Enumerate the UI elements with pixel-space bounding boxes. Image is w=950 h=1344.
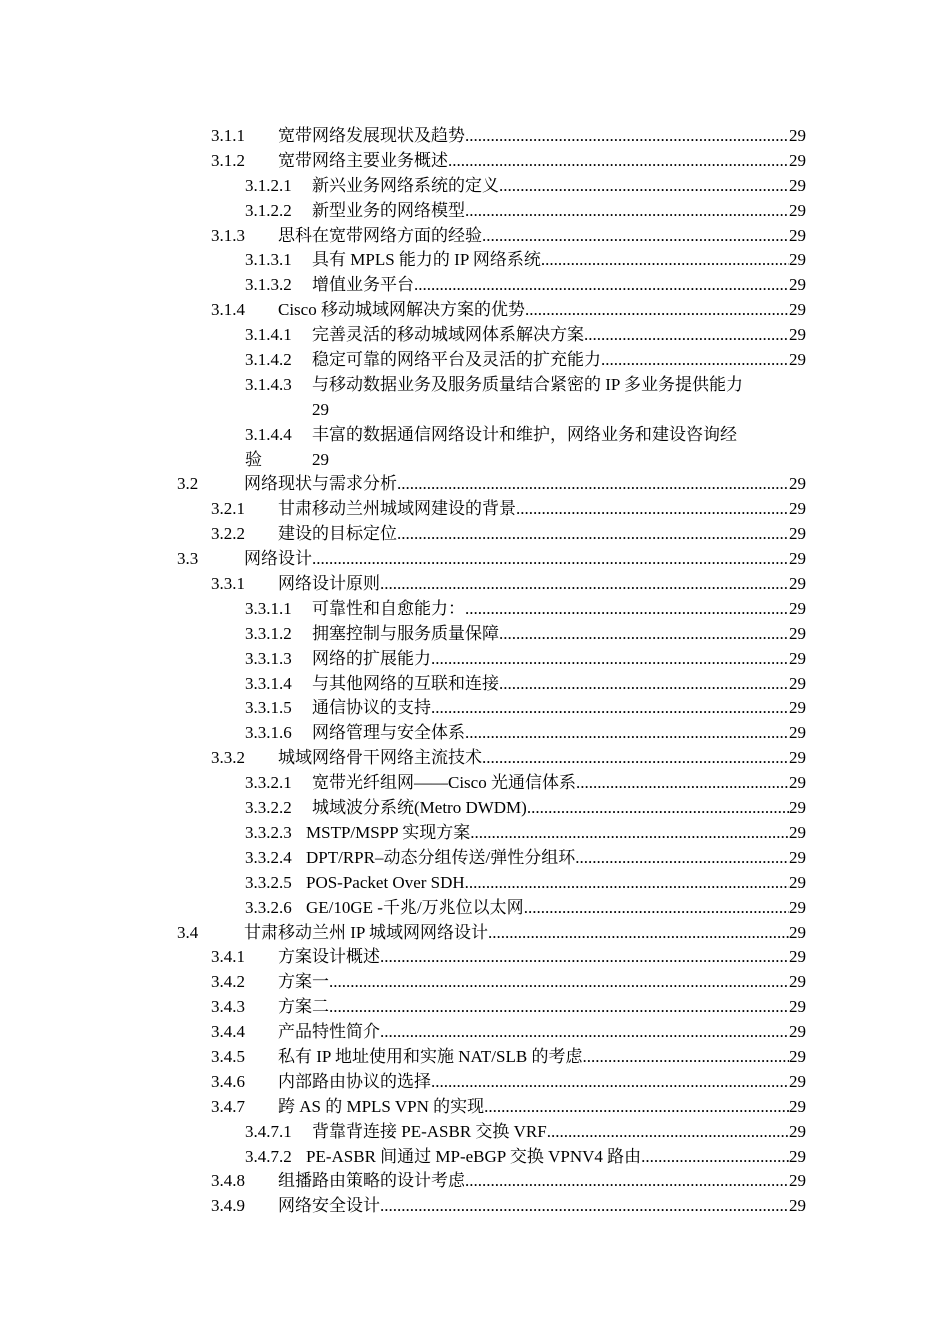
toc-entry-title: 网络设计原则 [278,574,380,594]
toc-entry-title: 稳定可靠的网络平台及灵活的扩充能力 [312,350,601,370]
toc-entry-number: 3.4.4 [211,1022,245,1042]
toc-entry-title: 网络安全设计 [278,1196,380,1216]
toc-entry-title: 完善灵活的移动城域网体系解决方案 [312,325,584,345]
toc-entry-page: 29 [789,225,806,245]
toc-entry-page: 29 [789,126,806,145]
toc-entry-page: 29 [789,549,806,569]
toc-entry-page: 29 [789,748,806,768]
toc-entry-number: 3.3.1.6 [245,723,292,743]
toc-entry-page: 29 [312,449,329,469]
toc-entry-page: 29 [789,922,806,942]
toc-entry-title: 思科在宽带网络方面的经验 [278,225,482,245]
toc-dot-leader [465,871,789,896]
toc-entry-title: 内部路由协议的选择 [278,1071,431,1091]
toc-entry[interactable] [0,1169,950,1194]
toc-entry-body [278,1020,806,1045]
toc-entry[interactable] [0,273,950,298]
toc-dot-leader [397,472,789,497]
toc-entry-title: POS-Packet Over SDH [306,872,465,892]
toc-entry-body [278,1045,806,1070]
toc-entry-number: 3.1.4.2 [245,350,292,370]
toc-entry-number: 3.3.1.2 [245,623,292,643]
toc-entry-title: 拥塞控制与服务质量保障 [312,623,499,643]
toc-dot-leader [547,1120,789,1145]
toc-entry[interactable] [0,846,950,871]
toc-entry-page: 29 [789,623,806,643]
toc-entry-title: 方案二 [278,997,329,1017]
toc-entry-body [306,821,806,846]
toc-entry-title: 网络现状与需求分析 [244,474,397,494]
toc-entry-title: 通信协议的支持 [312,698,431,718]
toc-entry-number: 3.3.1 [211,574,245,594]
toc-dot-leader [516,497,789,522]
toc-entry-page: 29 [789,1121,806,1141]
toc-entry-body [312,199,806,224]
toc-entry-page: 29 [789,1171,806,1191]
toc-entry-body [278,522,806,547]
toc-entry-page: 29 [789,598,806,618]
toc-entry-title: 与移动数据业务及服务质量结合紧密的 IP 多业务提供能力 [312,374,743,394]
toc-dot-leader [575,846,789,871]
toc-entry-title: 网络管理与安全体系 [312,723,465,743]
toc-entry-number: 3.4.7 [211,1096,245,1116]
toc-entry-page: 29 [789,275,806,295]
toc-entry-page: 29 [789,847,806,867]
toc-entry[interactable] [0,522,950,547]
toc-entry[interactable] [0,995,950,1020]
toc-dot-leader [380,945,789,970]
toc-dot-leader [482,746,789,771]
toc-entry-page: 29 [789,175,806,195]
toc-entry-page: 29 [789,250,806,270]
toc-entry-body [278,945,806,970]
toc-entry-number: 3.3.1.3 [245,648,292,668]
toc-entry-body [306,871,806,896]
toc-dot-leader [524,896,789,921]
toc-entry-page: 29 [789,300,806,320]
toc-entry-body [312,796,806,821]
toc-section-3-1 [0,124,950,373]
toc-entry-page: 29 [789,574,806,594]
toc-entry-page: 29 [789,1046,806,1066]
toc-entry-body [312,273,806,298]
toc-entry-title: 城域波分系统(Metro DWDM) [312,798,527,818]
toc-entry[interactable] [0,1070,950,1095]
toc-dot-leader [499,622,789,647]
toc-entry[interactable] [0,871,950,896]
toc-entry-body [312,672,806,697]
toc-entry-title: PE-ASBR 间通过 MP-eBGP 交换 VPNV4 路由 [306,1146,642,1166]
toc-entry-page: 29 [789,648,806,668]
toc-dot-leader [601,348,789,373]
toc-entry-number: 3.3.2.6 [245,897,292,917]
toc-dot-leader [465,721,789,746]
toc-entry-body [306,1145,806,1170]
toc-entry-number: 3.3.2.2 [245,798,292,818]
toc-dot-leader [431,647,789,672]
toc-entry[interactable] [0,572,950,597]
toc-entry[interactable] [0,472,950,497]
toc-entry-title-continuation: 验 [245,449,262,469]
toc-entry-page: 29 [789,474,806,494]
toc-entry-number: 3.2 [177,474,199,494]
toc-entry-number: 3.4.6 [211,1071,245,1091]
toc-dot-leader [465,124,789,149]
toc-entry-body [278,746,806,771]
toc-dot-leader [470,821,789,846]
toc-entry-page: 29 [789,350,806,370]
toc-entry-body [278,149,806,174]
toc-entry-page: 29 [789,723,806,743]
toc-entry-title: 组播路由策略的设计考虑 [278,1171,465,1191]
toc-entry-body [312,696,806,721]
toc-entry-title: 与其他网络的互联和连接 [312,673,499,693]
toc-entry-title: 甘肃移动兰州城域网建设的背景 [278,499,516,519]
toc-entry-page: 29 [789,872,806,892]
toc-entry-page: 29 [789,200,806,220]
toc-entry[interactable] [0,945,950,970]
toc-entry-number: 3.1.2.1 [245,175,292,195]
toc-entry[interactable] [0,224,950,249]
table-of-contents [0,124,950,1219]
toc-entry-body [244,921,806,946]
toc-entry-page: 29 [789,499,806,519]
toc-dot-leader [431,1070,789,1095]
toc-entry-body [278,1070,806,1095]
toc-entry-3-1-4-4[interactable] [0,423,950,448]
toc-entry-page: 29 [789,524,806,544]
toc-dot-leader [380,1020,789,1045]
toc-entry[interactable] [0,124,950,149]
toc-entry-page: 29 [789,673,806,693]
toc-entry-body [244,547,806,572]
toc-entry-title: 甘肃移动兰州 IP 城域网网络设计 [244,922,488,942]
toc-entry-title: 宽带光纤组网——Cisco 光通信体系 [312,773,576,793]
toc-entry-page: 29 [789,773,806,793]
toc-entry-number: 3.1.1 [211,126,245,145]
toc-entry[interactable] [0,896,950,921]
toc-entry-page: 29 [789,1096,806,1116]
toc-entry[interactable] [0,1045,950,1070]
toc-entry-number: 3.2.1 [211,499,245,519]
toc-entry-title: 方案设计概述 [278,947,380,967]
toc-entry-title: 新型业务的网络模型 [312,200,465,220]
toc-dot-leader [448,149,789,174]
toc-entry-3-1-4-4-continuation [0,448,950,473]
toc-entry-title: 宽带网络发展现状及趋势 [278,126,465,145]
toc-entry-number: 3.4.1 [211,947,245,967]
toc-entry-page: 29 [789,698,806,718]
toc-entry-body [278,995,806,1020]
toc-entry[interactable] [0,821,950,846]
toc-entry[interactable] [0,547,950,572]
toc-entry-number: 3.3.2.1 [245,773,292,793]
toc-entry-body [278,497,806,522]
toc-dot-leader [329,995,789,1020]
toc-entry-number: 3.2.2 [211,524,245,544]
toc-entry-number: 3.1.2.2 [245,200,292,220]
toc-entry-page: 29 [789,1071,806,1091]
toc-entry-number: 3.3.2.5 [245,872,292,892]
toc-entry-body [312,248,806,273]
toc-dot-leader [584,323,789,348]
toc-entry[interactable] [0,1020,950,1045]
toc-entry-title: DPT/RPR–动态分组传送/弹性分组环 [306,847,576,867]
toc-entry-page: 29 [789,1146,806,1166]
toc-entry-page: 29 [789,997,806,1017]
toc-entry[interactable] [0,721,950,746]
toc-dot-leader [482,224,789,249]
toc-entry-body [306,896,806,921]
toc-entry-number: 3.4.9 [211,1196,245,1216]
toc-dot-leader [380,1194,789,1219]
toc-dot-leader [414,273,789,298]
toc-entry-body [312,622,806,647]
toc-entry[interactable] [0,771,950,796]
toc-entry-number: 3.4.5 [211,1046,245,1066]
toc-dot-leader [380,572,789,597]
toc-entry-body [306,846,806,871]
toc-entry-number: 3.3.1.5 [245,698,292,718]
toc-entry[interactable] [0,796,950,821]
toc-dot-leader [499,672,789,697]
toc-section-3-2-to-3-4 [0,472,950,1219]
toc-entry-number: 3.1.4.3 [245,374,292,394]
toc-entry[interactable] [0,921,950,946]
toc-entry[interactable] [0,1145,950,1170]
toc-entry-number: 3.3.1.1 [245,598,292,618]
toc-entry[interactable] [0,199,950,224]
toc-entry-title: 增值业务平台 [312,275,414,295]
toc-entry-title: 宽带网络主要业务概述 [278,150,448,170]
toc-entry[interactable] [0,672,950,697]
toc-dot-leader [499,174,789,199]
toc-entry-number: 3.4.7.2 [245,1146,292,1166]
toc-entry-page: 29 [789,798,806,818]
toc-entry-body [312,323,806,348]
toc-entry-page: 29 [789,897,806,917]
toc-entry[interactable] [0,970,950,995]
toc-entry[interactable] [0,298,950,323]
toc-entry-body [278,124,806,149]
toc-entry-3-1-4-3-page-line [0,398,950,423]
toc-entry[interactable] [0,323,950,348]
toc-entry-number: 3.1.4.4 [245,424,292,444]
toc-dot-leader [484,1095,789,1120]
toc-dot-leader [582,1045,789,1070]
toc-entry-body [278,572,806,597]
toc-entry-number: 3.3.2 [211,748,245,768]
toc-entry-number: 3.3.2.4 [245,847,292,867]
toc-entry-page: 29 [789,1022,806,1042]
toc-entry[interactable] [0,1095,950,1120]
toc-entry[interactable] [0,1120,950,1145]
toc-entry-number: 3.3 [177,549,199,569]
toc-entry-page: 29 [789,947,806,967]
toc-dot-leader [465,597,789,622]
toc-entry-number: 3.3.1.4 [245,673,292,693]
toc-dot-leader [397,522,789,547]
toc-entry-page: 29 [789,822,806,842]
toc-entry-number: 3.4.7.1 [245,1121,292,1141]
toc-entry-title: GE/10GE -千兆/万兆位以太网 [306,897,524,917]
toc-entry-page: 29 [789,150,806,170]
toc-entry-title: 具有 MPLS 能力的 IP 网络系统 [312,250,541,270]
toc-entry-number: 3.4 [177,922,199,942]
toc-entry-body [244,472,806,497]
toc-entry-3-1-4-3[interactable] [0,373,950,398]
toc-entry-number: 3.3.2.3 [245,822,292,842]
toc-entry-body [312,771,806,796]
toc-dot-leader [541,248,789,273]
toc-entry[interactable] [0,696,950,721]
toc-entry[interactable] [0,647,950,672]
toc-dot-leader [465,199,789,224]
toc-entry-body [278,1095,806,1120]
toc-dot-leader [488,921,789,946]
toc-dot-leader [641,1145,789,1170]
toc-dot-leader [465,1169,789,1194]
toc-entry[interactable] [0,622,950,647]
toc-entry-body [278,224,806,249]
toc-entry-body [312,1120,806,1145]
toc-entry-page: 29 [789,325,806,345]
toc-entry[interactable] [0,348,950,373]
toc-dot-leader [431,696,789,721]
toc-entry-page: 29 [789,972,806,992]
toc-entry-title: 私有 IP 地址使用和实施 NAT/SLB 的考虑 [278,1046,583,1066]
toc-entry[interactable] [0,149,950,174]
toc-entry-body [312,597,806,622]
toc-entry-number: 3.1.4 [211,300,245,320]
toc-entry-page: 29 [789,1196,806,1216]
toc-entry-title: 丰富的数据通信网络设计和维护，网络业务和建设咨询经 [312,424,737,444]
toc-entry-body [278,1169,806,1194]
toc-dot-leader [576,771,789,796]
toc-entry-number: 3.1.4.1 [245,325,292,345]
toc-entry-body [312,174,806,199]
toc-entry-title: 新兴业务网络系统的定义 [312,175,499,195]
toc-entry-number: 3.1.2 [211,150,245,170]
toc-entry[interactable] [0,597,950,622]
toc-entry[interactable] [0,174,950,199]
toc-entry-title: 网络设计 [244,549,312,569]
toc-entry-page: 29 [312,399,329,419]
toc-entry-title: 可靠性和自愈能力： [312,598,465,618]
toc-dot-leader [329,970,789,995]
toc-entry-body [278,970,806,995]
toc-entry-title: Cisco 移动城域网解决方案的优势 [278,300,525,320]
toc-entry-number: 3.1.3.1 [245,250,292,270]
toc-dot-leader [312,547,789,572]
toc-dot-leader [525,298,789,323]
toc-entry[interactable] [0,248,950,273]
toc-entry-number: 3.4.3 [211,997,245,1017]
toc-entry-title: 建设的目标定位 [278,524,397,544]
toc-entry[interactable] [0,746,950,771]
toc-entry-body [312,721,806,746]
toc-entry-title: 背靠背连接 PE-ASBR 交换 VRF [312,1121,547,1141]
toc-entry-title: 产品特性简介 [278,1022,380,1042]
toc-entry-title: 跨 AS 的 MPLS VPN 的实现 [278,1096,485,1116]
toc-entry-number: 3.4.2 [211,972,245,992]
toc-entry-title: 方案一 [278,972,329,992]
toc-entry-number: 3.1.3.2 [245,275,292,295]
toc-entry-title: MSTP/MSPP 实现方案 [306,822,471,842]
toc-entry-body [312,348,806,373]
toc-entry-number: 3.1.3 [211,225,245,245]
toc-entry[interactable] [0,1194,950,1219]
toc-entry-body [312,647,806,672]
toc-entry-body [278,1194,806,1219]
toc-entry-number: 3.4.8 [211,1171,245,1191]
toc-entry[interactable] [0,497,950,522]
toc-entry-body [278,298,806,323]
toc-entry-title: 网络的扩展能力 [312,648,431,668]
toc-dot-leader [527,796,789,821]
toc-entry-title: 城域网络骨干网络主流技术 [278,748,482,768]
